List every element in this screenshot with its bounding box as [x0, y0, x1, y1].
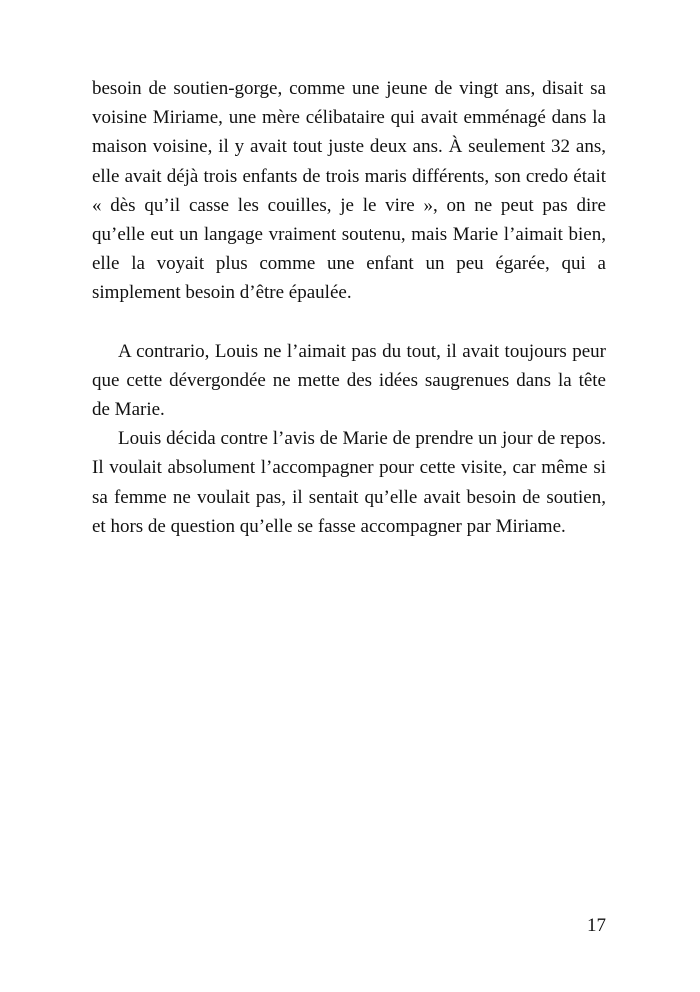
paragraph-3: Louis décida contre l’avis de Marie de prendre un jour de repos. Il voulait absolument l’accompagner pour cette visite, car même si sa femme ne voulait pas, il sentait qu’elle avait besoin de soutien, et hors de question qu’elle se fasse accompagner par Miriame. [92, 428, 606, 537]
page-number: 17 [587, 915, 606, 936]
paragraph-2: A contrario, Louis ne l’aimait pas du tout, il avait toujours peur que cette dévergondée ne mette des idées saugrenues dans la tête de Marie. [92, 340, 606, 421]
book-page [92, 74, 606, 541]
paragraph-1: besoin de soutien-gorge, comme une jeune de vingt ans, disait sa voisine Miriame, une mère célibataire qui avait emménagé dans la maison voisine, il y avait tout juste deux ans. À seulement 32 ans, elle avait déjà trois enfants de trois maris différents, son credo était « dès qu’il casse les couilles, je le vire », on ne peut pas dire qu’elle eut un langage vraiment soutenu, mais Marie l’aimait bien, elle la voyait plus comme une enfant un peu égarée, qui a simplement besoin d’être épaulée. [92, 78, 606, 304]
